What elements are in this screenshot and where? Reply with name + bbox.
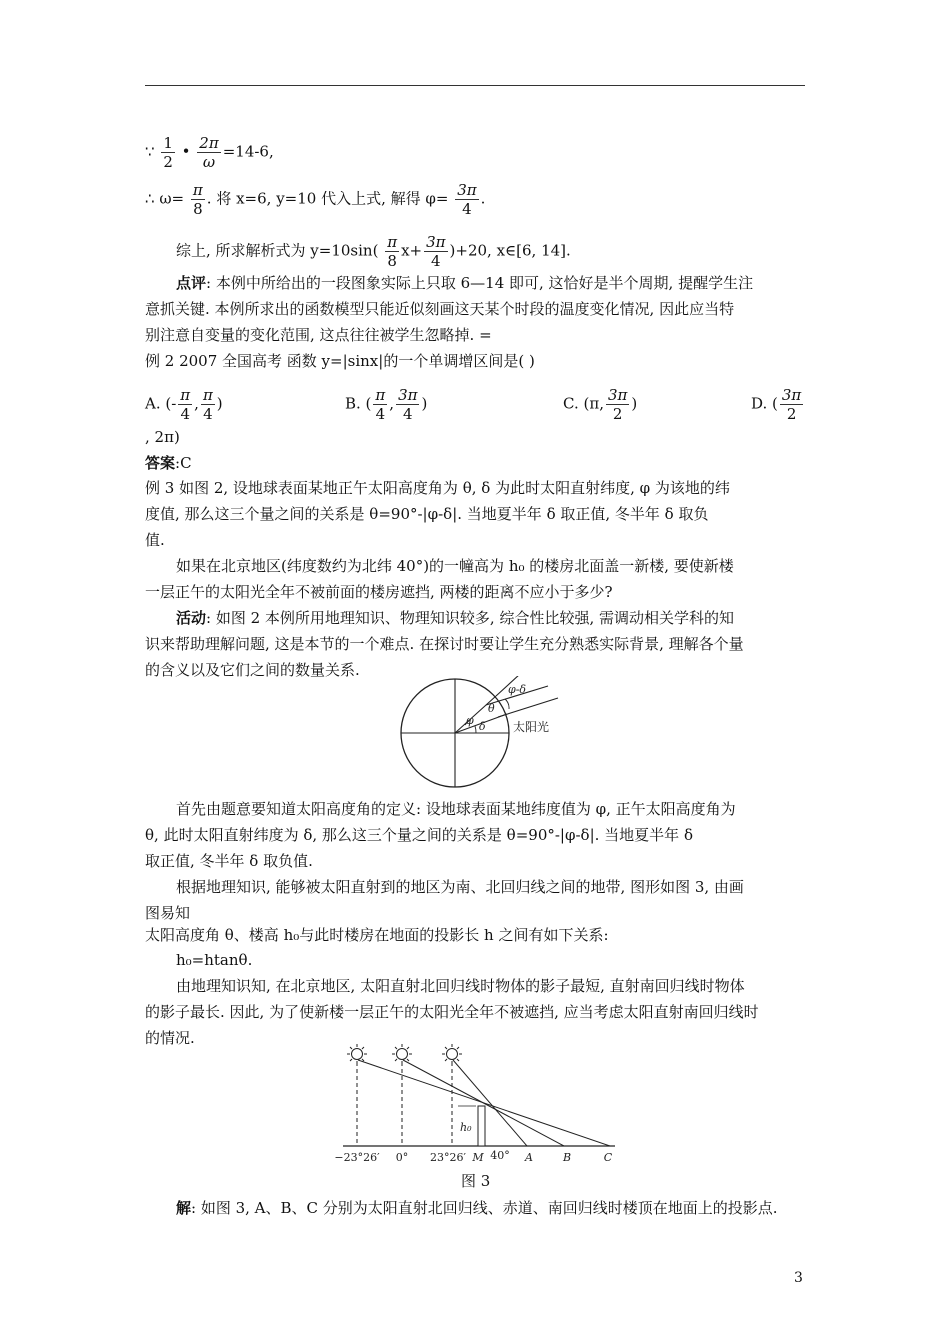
option-b: B. ( $\frac{\pi}{4}$ , $\frac{3\pi}{4}$ ) <box>345 386 428 423</box>
fraction-two-pi-omega: $\frac{2\pi}{\omega}$ <box>199 134 219 171</box>
review-line-2: 意抓关键. 本例所求出的函数模型只能近似刻画这天某个时段的温度变化情况, 因此应当特 <box>145 300 735 318</box>
equation-omega-line: ∵ $\frac{1}{2}$ • $\frac{2\pi}{\omega}$ =14-6, <box>145 134 274 171</box>
therefore-symbol: ∴ <box>145 189 155 208</box>
label-tropic-north: 23°26′ <box>430 1151 466 1164</box>
fraction-pi-8: $\frac{\pi}{8}$ <box>192 181 203 218</box>
label-equator: 0° <box>395 1151 409 1164</box>
review-line-3: 别注意自变量的变化范围, 这点往往被学生忽略掉. = <box>145 326 492 344</box>
label-phi-minus-delta: φ-δ <box>508 683 527 696</box>
figure-2-earth-sun-angle <box>398 676 584 790</box>
activity-line-2: 识来帮助理解问题, 这是本节的一个难点. 在探讨时要让学生充分熟悉实际背景, 理解各个量 <box>145 635 744 653</box>
answer-label: 答案 <box>145 454 176 472</box>
fraction-pi-8-summary: $\frac{\pi}{8}$ <box>387 233 398 270</box>
review-label: 点评 <box>176 274 207 292</box>
definition-line-3: 取正值, 冬半年 δ 取负值. <box>145 852 313 870</box>
example3-para2-line-1: 如果在北京地区(纬度数约为北纬 40°)的一幢高为 h₀ 的楼房北面盖一新楼, 要使新楼 <box>176 557 734 575</box>
definition-line-2: θ, 此时太阳直射纬度为 δ, 那么这三个量之间的关系是 θ=90°-|φ-δ|. 当地夏半年 δ <box>145 826 693 844</box>
equation-phi-line: ∴ ω= $\frac{\pi}{8}$ . 将 x=6, y=10 代入上式, 解得 φ= $\frac{3\pi}{4}$ . <box>145 181 486 218</box>
formula-line: h₀=htanθ. <box>176 951 253 969</box>
solution-line: 解: 如图 3, A、B、C 分别为太阳直射北回归线、赤道、南回归线时楼顶在地面上的投影点. <box>176 1199 778 1217</box>
summary-line: 综上, 所求解析式为 y=10sin( $\frac{\pi}{8}$ x+ $\frac{3\pi}{4}$ )+20, x∈[6, 14]. <box>176 233 571 270</box>
shadow-line-2: 的影子最长. 因此, 为了使新楼一层正午的太阳光全年不被遮挡, 应当考虑太阳直射南回归线时 <box>145 1003 759 1021</box>
option-a: A. (- $\frac{\pi}{4}$ , $\frac{\pi}{4}$ ) <box>145 386 223 423</box>
label-c: C <box>603 1151 613 1164</box>
label-phi: φ <box>466 714 474 727</box>
page-number: 3 <box>794 1270 803 1286</box>
label-tropic-south: −23°26′ <box>334 1151 380 1164</box>
fraction-3pi-4-summary: $\frac{3\pi}{4}$ <box>426 233 446 270</box>
label-b: B <box>562 1151 572 1164</box>
option-d: D. ( $\frac{3\pi}{2}$ <box>751 386 802 423</box>
label-h0: h₀ <box>460 1121 472 1134</box>
activity-line-3: 的含义以及它们之间的数量关系. <box>145 661 360 679</box>
review-line-1: 点评: 本例中所给出的一段图象实际上只取 6—14 即可, 这恰好是半个周期, 提醒学生注 <box>176 274 754 292</box>
shadow-line-3: 的情况. <box>145 1029 195 1047</box>
label-40-degrees: 40° <box>490 1149 510 1162</box>
definition-line-1: 首先由题意要知道太阳高度角的定义: 设地球表面某地纬度值为 φ, 正午太阳高度角为 <box>176 800 736 818</box>
example3-line-2: 度值, 那么这三个量之间的关系是 θ=90°-|φ-δ|. 当地夏半年 δ 取正值, 冬半年 δ 取负 <box>145 505 709 523</box>
geography-line-1: 根据地理知识, 能够被太阳直射到的地区为南、北回归线之间的地带, 图形如图 3, 由画 <box>176 878 744 896</box>
label-theta: θ <box>488 702 495 715</box>
sun-icon <box>347 1044 367 1064</box>
example2-question: 例 2 2007 全国高考 函数 y=|sinx|的一个单调增区间是( ) <box>145 352 535 370</box>
because-symbol: ∵ <box>145 142 155 161</box>
label-m: M <box>472 1151 484 1164</box>
figure-3-shadow-diagram <box>330 1040 625 1168</box>
geography-line-2: 图易知 <box>145 904 191 922</box>
solution-label: 解 <box>176 1199 192 1217</box>
figure-3-caption: 图 3 <box>461 1172 491 1190</box>
example3-line-1: 例 3 如图 2, 设地球表面某地正午太阳高度角为 θ, δ 为此时太阳直射纬度, φ 为该地的纬 <box>145 479 730 497</box>
example3-line-3: 值. <box>145 531 165 549</box>
activity-line-1: 活动: 如图 2 本例所用地理知识、物理知识较多, 综合性比较强, 需调动相关学科的知 <box>176 609 734 627</box>
example3-para2-line-2: 一层正午的太阳光全年不被前面的楼房遮挡, 两楼的距离不应小于多少? <box>145 583 613 601</box>
shadow-line-1: 由地理知识知, 在北京地区, 太阳直射北回归线时物体的影子最短, 直射南回归线时物体 <box>176 977 745 995</box>
header-rule <box>145 85 805 86</box>
fraction-half: $\frac{1}{2}$ <box>163 134 173 171</box>
label-sunlight: 太阳光 <box>513 720 550 734</box>
answer-value: :C <box>175 454 192 472</box>
option-c: C. (π, $\frac{3\pi}{2}$ ) <box>563 386 638 423</box>
answer-line <box>145 451 192 475</box>
fraction-3pi-4: $\frac{3\pi}{4}$ <box>457 181 477 218</box>
sun-icon <box>392 1044 412 1064</box>
label-delta: δ <box>479 720 486 733</box>
option-d-continued: , 2π) <box>145 428 180 446</box>
sun-icon <box>442 1044 462 1064</box>
relation-line: 太阳高度角 θ、楼高 h₀与此时楼房在地面的投影长 h 之间有如下关系: <box>145 926 609 944</box>
activity-label: 活动 <box>176 609 207 627</box>
label-a: A <box>525 1151 533 1164</box>
